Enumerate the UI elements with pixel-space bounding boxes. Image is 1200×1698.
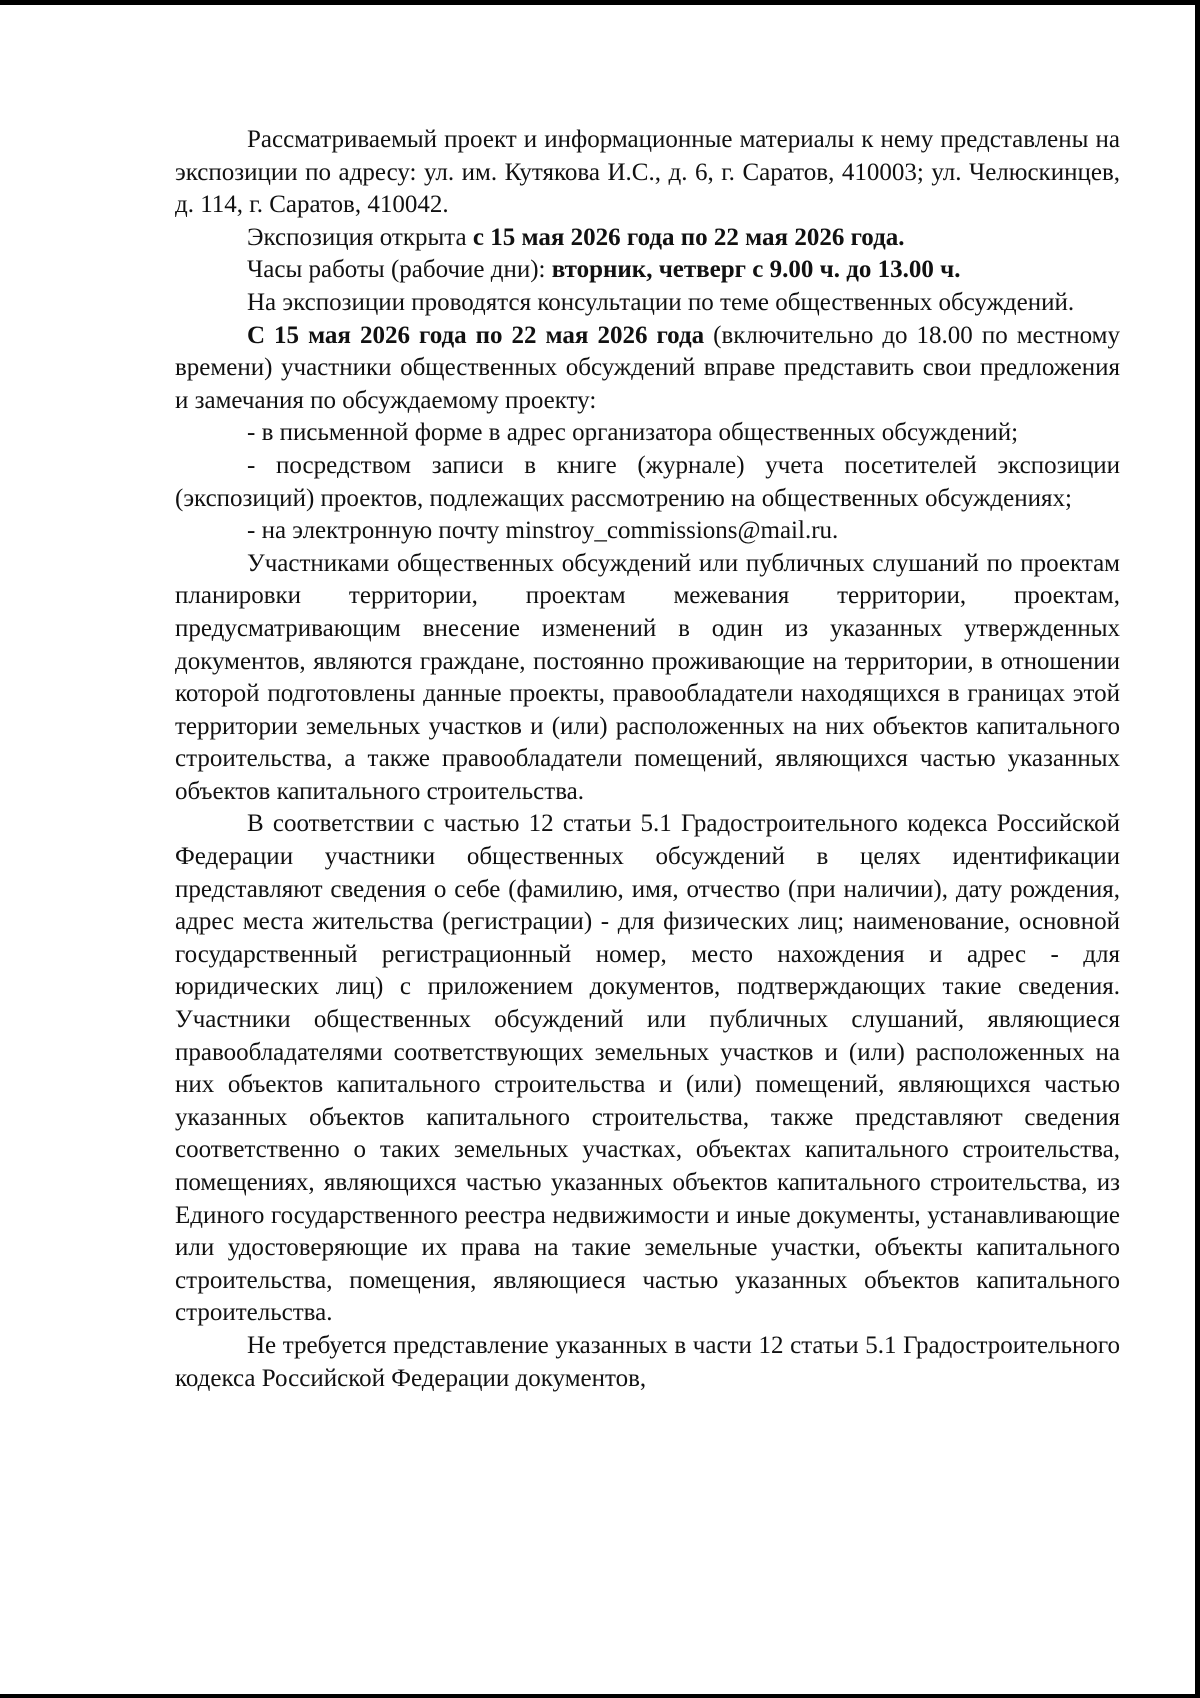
paragraph-text: - на электронную почту minstroy_commissions@mail.ru. bbox=[247, 517, 839, 545]
paragraph-text: Рассматриваемый проект и информационные материалы к нему представлены на экспозиции по адресу: ул. им. Кутякова И.С., д. 6, г. Саратов, 410003; ул. Челюскинцев, д. 114, г. Саратов, 410042. bbox=[175, 126, 1120, 219]
list-item-written-form bbox=[175, 417, 1120, 450]
paragraph-proposals-period bbox=[175, 320, 1120, 418]
proposals-dates-bold: С 15 мая 2026 года по 22 мая 2026 года bbox=[247, 321, 705, 349]
paragraph-participants bbox=[175, 548, 1120, 809]
working-hours-bold: вторник, четверг с 9.00 ч. до 13.00 ч. bbox=[551, 256, 961, 284]
paragraph-text: - в письменной форме в адрес организатора общественных обсуждений; bbox=[247, 419, 1019, 447]
paragraph-text: На экспозиции проводятся консультации по теме общественных обсуждений. bbox=[247, 288, 1075, 316]
list-item-email bbox=[175, 515, 1120, 548]
paragraph-consultations bbox=[175, 287, 1120, 320]
paragraph-text: - посредством записи в книге (журнале) учета посетителей экспозиции (экспозиций) проектов, подлежащих рассмотрению на общественных обсуждениях; bbox=[175, 451, 1120, 512]
paragraph-exposition-info bbox=[175, 124, 1120, 222]
scan-border-right bbox=[1195, 0, 1200, 1698]
paragraph-not-required bbox=[175, 1330, 1120, 1395]
paragraph-text: Не требуется представление указанных в части 12 статьи 5.1 Градостроительного кодекса Российской Федерации документов, bbox=[175, 1331, 1120, 1392]
scan-border-bottom bbox=[0, 1694, 1200, 1698]
exposition-dates-bold: с 15 мая 2026 года по 22 мая 2026 года. bbox=[472, 223, 905, 251]
paragraph-text: Часы работы (рабочие дни): bbox=[247, 256, 552, 284]
document-body bbox=[175, 124, 1120, 1395]
list-item-visitor-book bbox=[175, 450, 1120, 515]
paragraph-text: Участниками общественных обсуждений или публичных слушаний по проектам планировки территории, проектам межевания территории, проектам, предусматривающим внесение изменений в один из указанных утвержденных документов, являются граждане, постоянно проживающие на территории, в отношении которой подготовлены данные проекты, правообладатели находящихся в границах этой территории земельных участков и (или) расположенных на них объектов капитального строительства, а также правообладатели помещений, являющихся частью указанных объектов капитального строительства. bbox=[175, 549, 1120, 805]
paragraph-text: Экспозиция открыта bbox=[247, 223, 473, 251]
paragraph-identification bbox=[175, 808, 1120, 1330]
scan-border-top bbox=[0, 0, 1200, 5]
paragraph-text: (включительно до 18.00 по местному времени) участники общественных обсуждений вправе представить свои предложения и замечания по обсуждаемому проекту: bbox=[175, 321, 1120, 414]
paragraph-text: В соответствии с частью 12 статьи 5.1 Градостроительного кодекса Российской Федерации участники общественных обсуждений в целях идентификации представляют сведения о себе (фамилию, имя, отчество (при наличии), дату рождения, адрес места жительства (регистрации) - для физических лиц; наименование, основной государственный регистрационный номер, место нахождения и адрес - для юридических лиц) с приложением документов, подтверждающих такие сведения. Участники общественных обсуждений или публичных слушаний, являющиеся правообладателями соответствующих земельных участков и (или) расположенных на них объектов капитального строительства и (или) помещений, являющихся частью указанных объектов капитального строительства, также представляют сведения соответственно о таких земельных участках, объектах капитального строительства, помещениях, являющихся частью указанных объектов капитального строительства, из Единого государственного реестра недвижимости и иные документы, устанавливающие или удостоверяющие их права на такие земельные участки, объекты капитального строительства, помещения, являющиеся частью указанных объектов капитального строительства. bbox=[175, 810, 1120, 1327]
paragraph-working-hours bbox=[175, 254, 1120, 287]
paragraph-exposition-dates bbox=[175, 222, 1120, 255]
